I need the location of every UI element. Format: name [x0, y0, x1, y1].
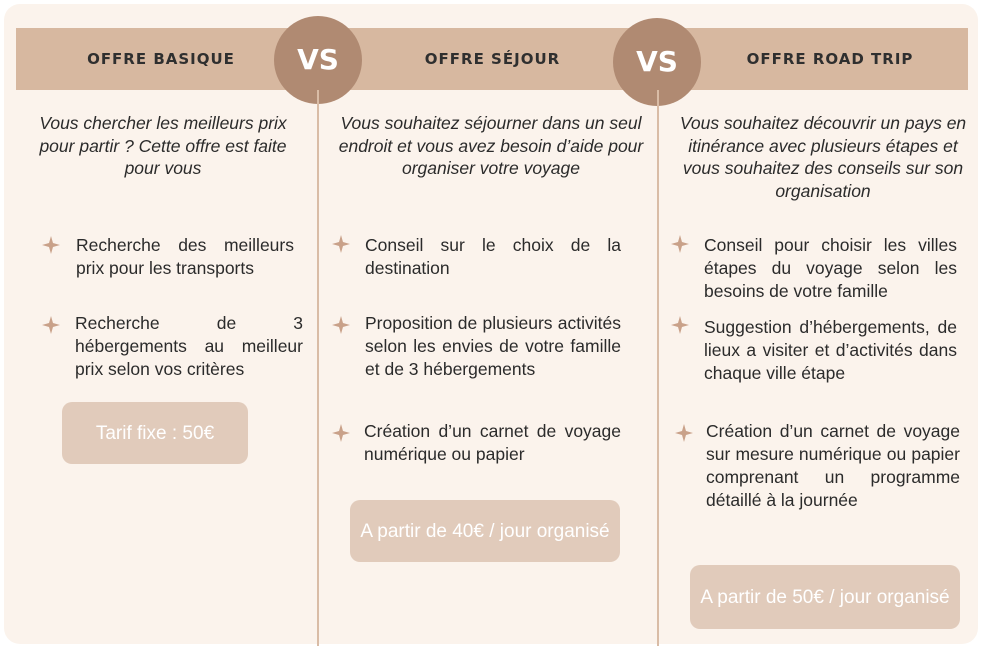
sparkle-icon: [332, 235, 350, 253]
sparkle-icon: [332, 424, 350, 442]
feature-basique-2: Recherche de 3 hébergements au meilleur prix selon vos critères: [75, 313, 303, 379]
feature-road-trip-2: Suggestion d’hébergements, de lieux a visiter et d’activités dans chaque ville étape: [704, 317, 957, 383]
intro-road-trip: Vous souhaitez découvrir un pays en itinérance avec plusieurs étapes et vous souhaitez des conseils sur son organisation: [679, 113, 967, 201]
sparkle-icon: [671, 235, 689, 253]
feature-sejour-1: Conseil sur le choix de la destination: [365, 235, 621, 278]
column-divider-1: [317, 90, 319, 646]
price-road-trip: A partir de 50€ / jour organisé: [690, 565, 960, 629]
sparkle-icon: [671, 316, 689, 334]
sparkle-icon: [332, 316, 350, 334]
intro-basique: Vous chercher les meilleurs prix pour partir ? Cette offre est faite pour vous: [39, 113, 287, 178]
title-offre-sejour: OFFRE SÉJOUR: [424, 50, 561, 68]
feature-basique-1: Recherche des meilleurs prix pour les transports: [76, 235, 294, 278]
feature-road-trip-1: Conseil pour choisir les villes étapes du voyage selon les besoins de votre famille: [704, 235, 957, 301]
intro-sejour: Vous souhaitez séjourner dans un seul endroit et vous avez besoin d’aide pour organiser votre voyage: [338, 113, 644, 178]
title-offre-road-trip: OFFRE ROAD TRIP: [746, 50, 914, 68]
price-basique: Tarif fixe : 50€: [62, 402, 248, 464]
column-divider-2: [657, 90, 659, 646]
vs-badge-2: VS: [613, 18, 701, 106]
sparkle-icon: [675, 424, 693, 442]
feature-road-trip-3: Création d’un carnet de voyage sur mesure numérique ou papier comprenant un programme détaillé à la journée: [706, 421, 960, 510]
price-sejour: A partir de 40€ / jour organisé: [350, 500, 620, 562]
sparkle-icon: [42, 236, 60, 254]
title-offre-basique: OFFRE BASIQUE: [87, 50, 235, 68]
sparkle-icon: [42, 316, 60, 334]
feature-sejour-2: Proposition de plusieurs activités selon les envies de votre famille et de 3 hébergements: [365, 313, 621, 379]
feature-sejour-3: Création d’un carnet de voyage numérique ou papier: [364, 421, 621, 464]
vs-badge-1: VS: [274, 16, 362, 104]
